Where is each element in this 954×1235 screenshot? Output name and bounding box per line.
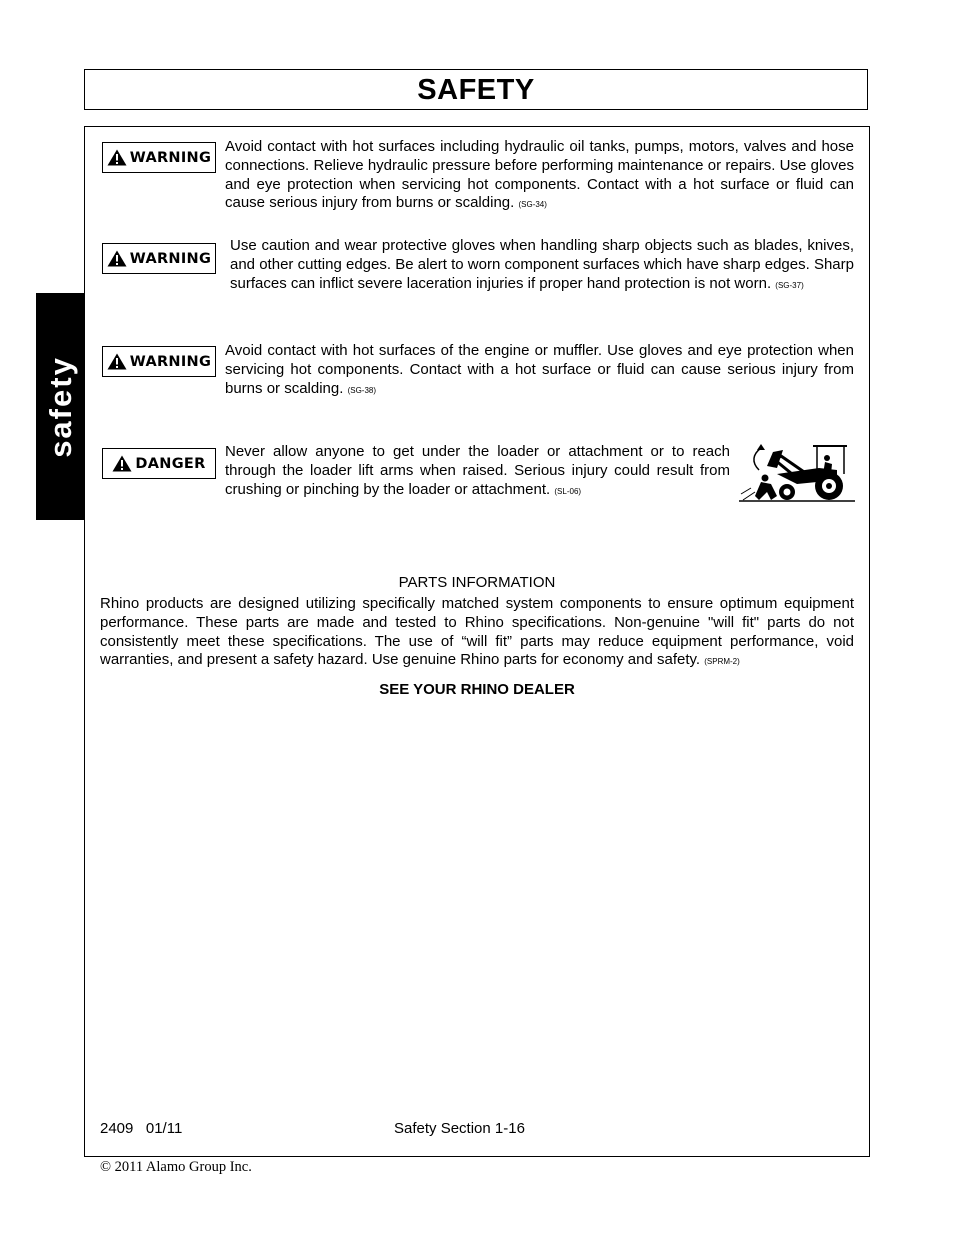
warning-sign [102, 243, 216, 274]
warning-code: (SG-37) [775, 280, 804, 290]
warning-text [225, 138, 854, 215]
warning-sign [102, 346, 216, 377]
parts-heading: PARTS INFORMATION [398, 574, 556, 591]
warning-sign-label: WARNING [129, 250, 212, 267]
danger-text [225, 443, 730, 501]
danger-code: (SL-06) [554, 486, 582, 496]
warning-triangle-icon [107, 353, 127, 370]
parts-paragraph [100, 595, 854, 672]
warning-code: (SG-38) [347, 385, 377, 395]
side-tab [36, 293, 85, 520]
danger-sign-label: DANGER [135, 455, 206, 472]
parts-code: (SPRM-2) [704, 657, 740, 667]
parts-body: Rhino products are designed utilizing specifically matched system components to ensure optimum equipment performance. These parts are made and tested to Rhino specifications. Non-genuine "will fit" parts do not consistently meet these specifications. The use of “will fit” parts may reduce equipment performance, void warranties, and present a safety hazard. Use genuine Rhino parts for economy and safety. [100, 595, 854, 669]
dealer-notice: SEE YOUR RHINO DEALER [379, 681, 575, 698]
side-tab-label: safety [42, 355, 78, 458]
content-box [84, 126, 870, 1157]
warning-triangle-icon [112, 455, 132, 472]
warning-sign [102, 142, 216, 173]
warning-text [225, 342, 854, 400]
danger-sign [102, 448, 216, 479]
danger-body: Never allow anyone to get under the loader or attachment or to reach through the loader lift arms when raised. Serious injury could result from crushing or pinching by the loader or attachment. [225, 443, 730, 498]
warning-text [230, 237, 854, 295]
warning-body: Avoid contact with hot surfaces of the engine or muffler. Use gloves and eye protection when servicing hot components. Contact with a hot surface or fluid can cause serious injury from burns or scalding. [225, 342, 854, 397]
warning-triangle-icon [107, 149, 127, 166]
warning-sign-label: WARNING [129, 353, 212, 370]
warning-body: Avoid contact with hot surfaces including hydraulic oil tanks, pumps, motors, valves and hose connections. Relieve hydraulic pressure before performing maintenance or repairs. Use gloves and eye protection when servicing hot components. Contact with a hot surface or fluid can cause serious injury from burns or scalding. [225, 138, 854, 212]
page-title: SAFETY [417, 74, 535, 106]
warning-sign-label: WARNING [129, 149, 212, 166]
tractor-loader-illustration [737, 444, 857, 504]
copyright: © 2011 Alamo Group Inc. [100, 1159, 252, 1175]
warning-triangle-icon [107, 250, 127, 267]
page-number: Safety Section 1-16 [394, 1120, 525, 1137]
warning-body: Use caution and wear protective gloves when handling sharp objects such as blades, knives, and other cutting edges. Be alert to worn component surfaces which have sharp edges. Sharp surfaces can inflict severe laceration injuries if proper hand protection is not worn. [230, 237, 854, 292]
warning-code: (SG-34) [518, 200, 547, 210]
doc-number: 2409 01/11 [100, 1120, 183, 1137]
header-box [84, 69, 868, 110]
